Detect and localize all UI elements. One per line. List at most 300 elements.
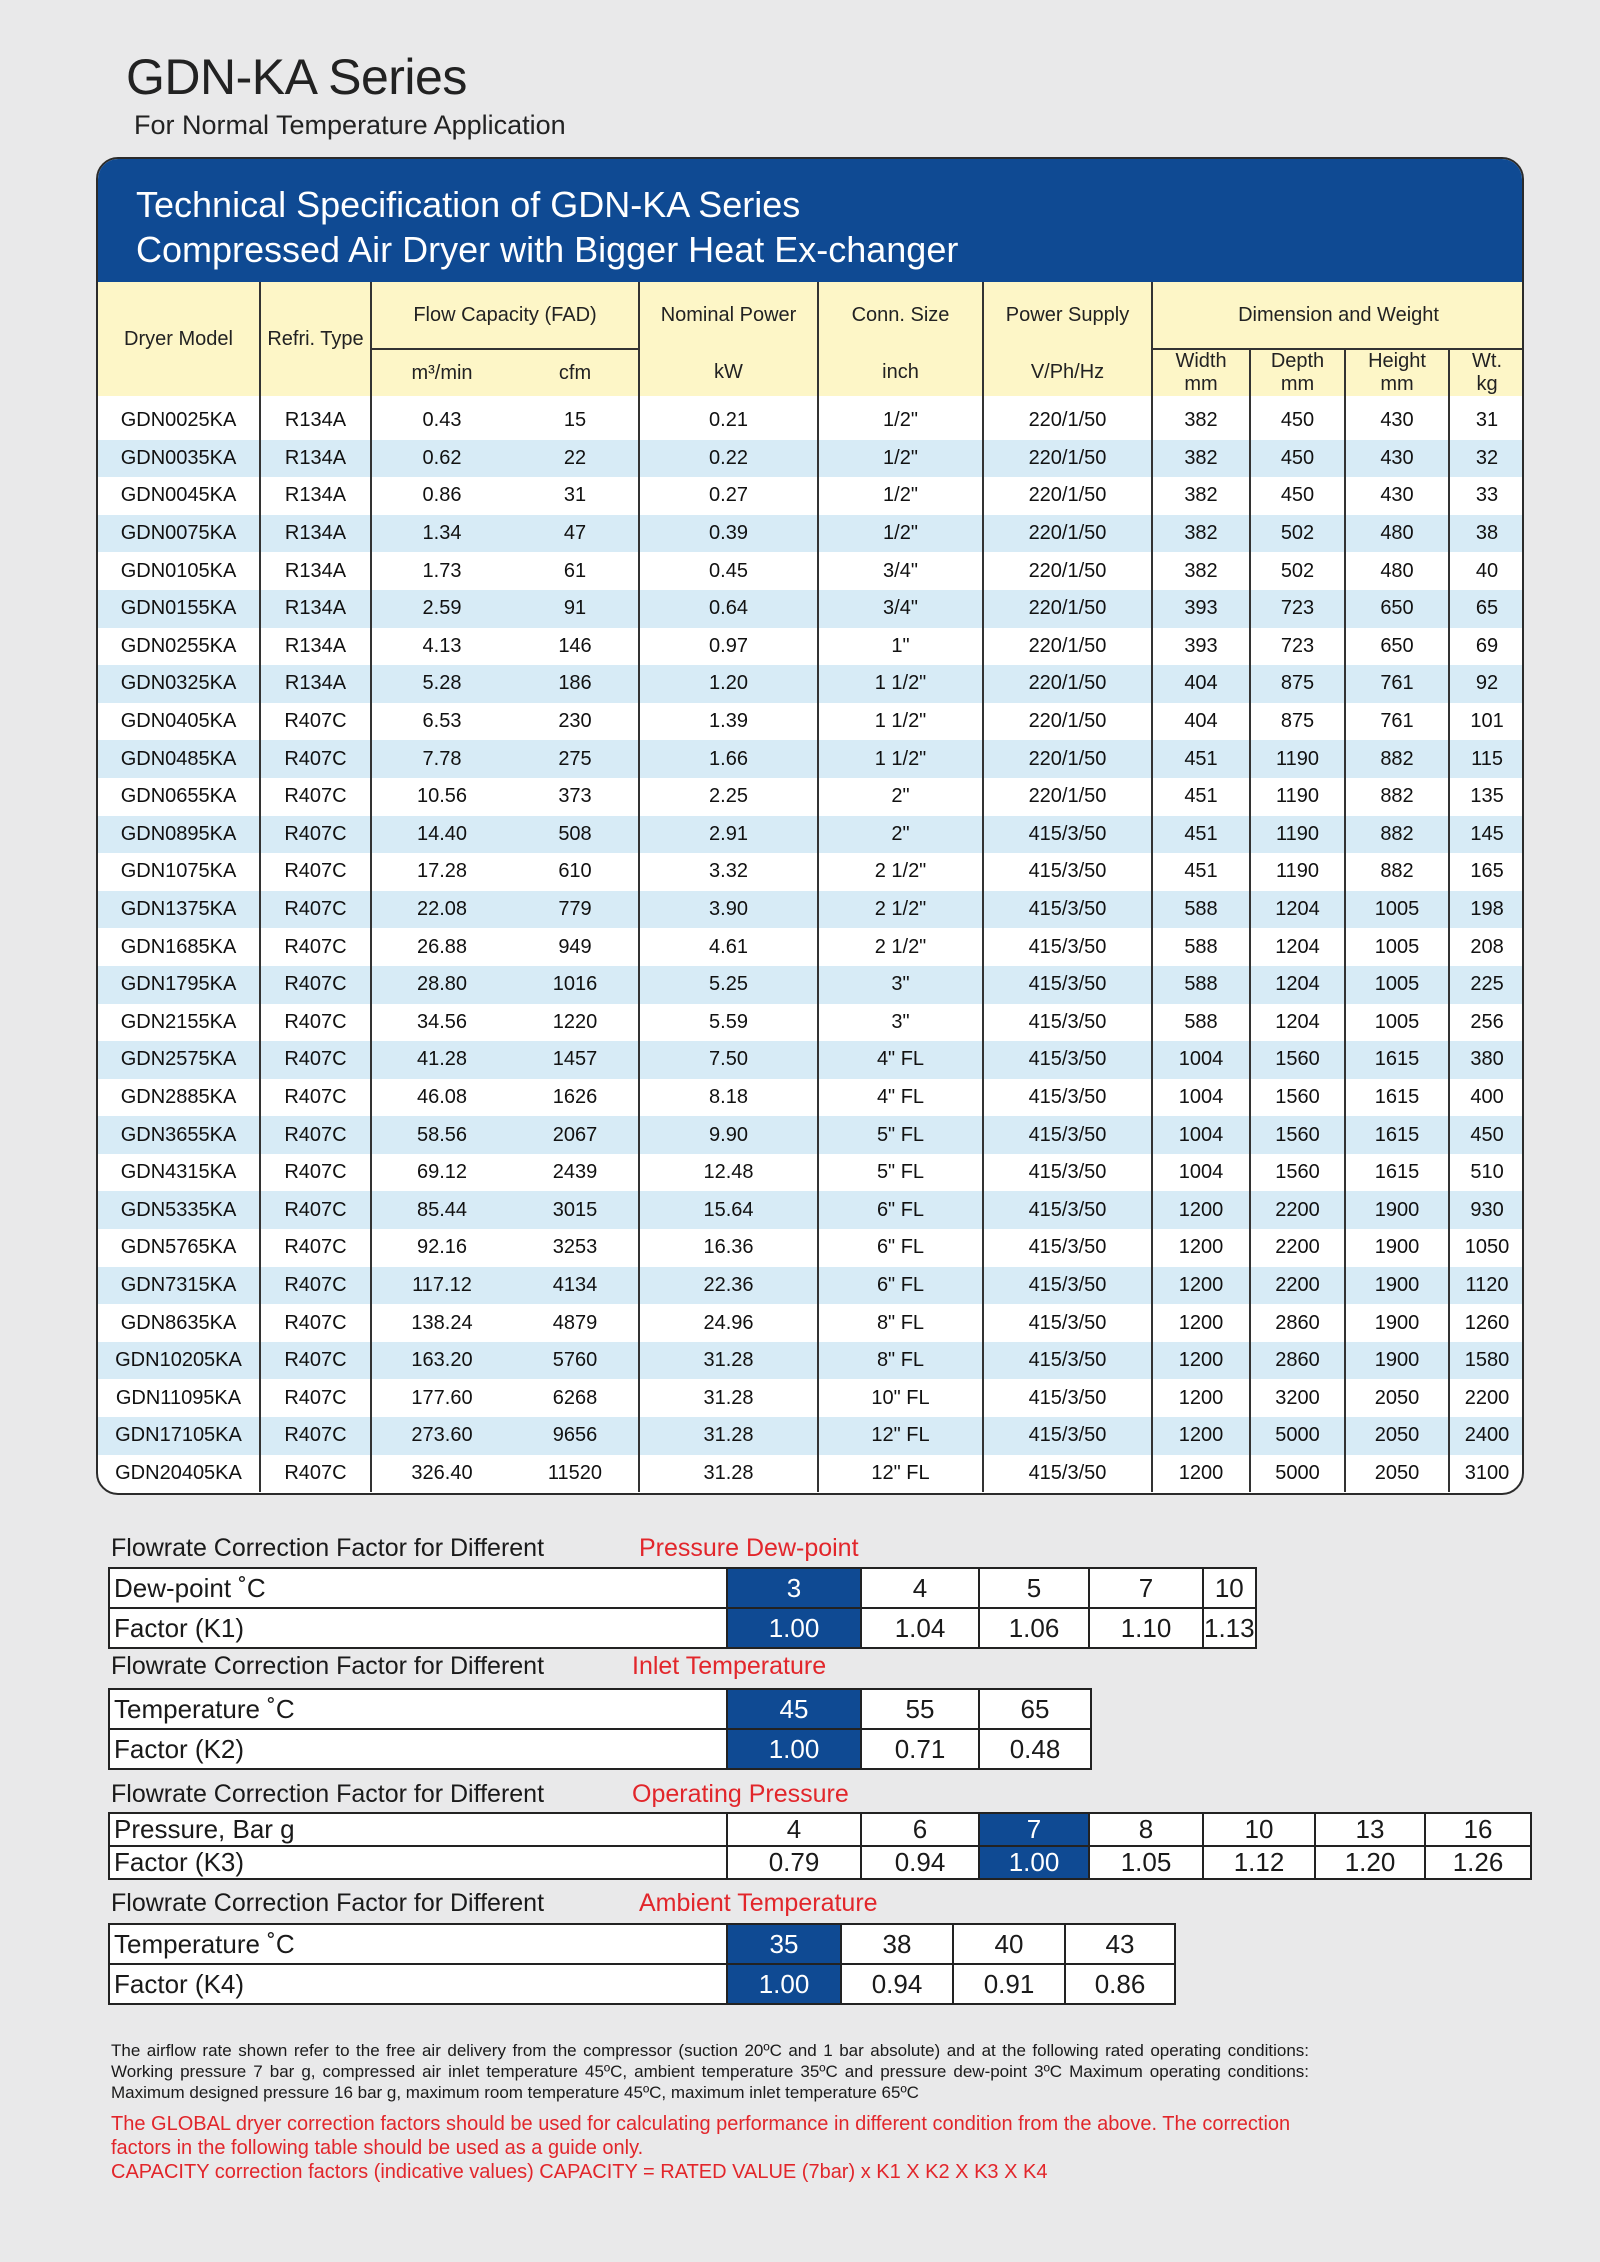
- cell-width: 1200: [1152, 1417, 1250, 1455]
- cell-flow-cfm: 275: [512, 740, 639, 778]
- cell-dryer-model: GDN0075KA: [98, 515, 260, 553]
- k2-row2-label: Factor (K2): [109, 1729, 727, 1769]
- cell-height: 761: [1345, 665, 1449, 703]
- cell-dryer-model: GDN4315KA: [120, 1161, 237, 1184]
- cell-flow-cfm: 3253: [552, 1236, 598, 1259]
- spec-row: [98, 1267, 1524, 1305]
- cell-weight: 225: [1449, 966, 1524, 1004]
- k1-value: 3: [727, 1568, 861, 1608]
- cell-flow-cfm: 146: [558, 634, 592, 657]
- cell-weight: 145: [1449, 816, 1524, 854]
- cell-power-supply: 415/3/50: [983, 891, 1152, 929]
- cell-depth: 450: [1250, 477, 1345, 515]
- cell-flow-cfm: 610: [558, 860, 592, 883]
- cell-power-supply: 220/1/50: [983, 590, 1152, 628]
- cell-width: 393: [1152, 590, 1250, 628]
- cell-height: 2050: [1345, 1379, 1449, 1417]
- cell-flow-cfm: 186: [512, 665, 639, 703]
- spec-row: [98, 740, 1524, 778]
- cell-power-supply: 415/3/50: [983, 1079, 1152, 1117]
- cell-weight: 32: [1449, 440, 1524, 478]
- cell-power-supply: 220/1/50: [983, 778, 1152, 816]
- k4-value: 35: [727, 1924, 841, 1964]
- cell-refri-type: R134A: [260, 396, 371, 440]
- cell-conn-size: 1/2": [818, 515, 983, 553]
- cell-dryer-model: GDN17105KA: [98, 1417, 260, 1455]
- cell-refri-type: R134A: [260, 665, 371, 703]
- spec-table-body: [98, 396, 1524, 1492]
- k3-value: 8: [1089, 1813, 1203, 1846]
- cell-width: 1004: [1152, 1079, 1250, 1117]
- cell-dryer-model: GDN0655KA: [120, 785, 237, 808]
- cell-nominal-power: 3.32: [639, 853, 818, 891]
- cell-depth: 1190: [1250, 853, 1345, 891]
- cell-width: 382: [1152, 552, 1250, 590]
- k4-row1-label: Temperature ˚C: [109, 1924, 727, 1964]
- cell-height: 1900: [1345, 1342, 1449, 1380]
- cell-weight: 1580: [1449, 1342, 1524, 1380]
- k3-value: 6: [861, 1813, 979, 1846]
- cell-flow-cfm: 61: [563, 559, 587, 582]
- cell-power-supply: 415/3/50: [983, 1379, 1152, 1417]
- cell-conn-size: 3": [818, 1004, 983, 1042]
- spec-row: [98, 628, 1524, 666]
- k2-factor: 0.48: [979, 1729, 1091, 1769]
- cell-conn-size: 1 1/2": [818, 703, 983, 741]
- cell-flow-cfm: 230: [558, 710, 592, 733]
- cell-height: 1615: [1345, 1079, 1449, 1117]
- k2-value: 55: [861, 1689, 979, 1729]
- cell-refri-type: R407C: [260, 1116, 371, 1154]
- cell-flow-cfm: 508: [512, 816, 639, 854]
- cell-flow-m3-min: 92.16: [371, 1229, 512, 1267]
- cell-weight: 208: [1449, 928, 1524, 966]
- cell-weight: 135: [1449, 778, 1524, 816]
- cell-nominal-power: 22.36: [639, 1267, 818, 1305]
- cell-nominal-power: 2.91: [639, 816, 818, 854]
- cell-width: 393: [1152, 628, 1250, 666]
- cell-dryer-model: GDN0325KA: [98, 665, 260, 703]
- cell-width: 451: [1152, 816, 1250, 854]
- cell-flow-m3-min: 5.28: [371, 665, 512, 703]
- k3-value: 4: [727, 1813, 861, 1846]
- cell-depth: 3200: [1250, 1379, 1345, 1417]
- cell-nominal-power: 0.39: [639, 515, 818, 553]
- cell-nominal-power: 12.48: [639, 1154, 818, 1192]
- cell-depth: 5000: [1250, 1417, 1345, 1455]
- cell-nominal-power: 2.25: [639, 778, 818, 816]
- cell-refri-type: R407C: [260, 1379, 371, 1417]
- k3-value: 10: [1203, 1813, 1315, 1846]
- cell-power-supply: 220/1/50: [983, 740, 1152, 778]
- cell-power-supply: 220/1/50: [983, 440, 1152, 478]
- cell-flow-cfm: 15: [563, 409, 587, 432]
- cell-flow-m3-min: 46.08: [371, 1079, 512, 1117]
- spec-table: [98, 282, 1524, 1492]
- cell-conn-size: 2": [818, 778, 983, 816]
- spec-row: [98, 853, 1524, 891]
- cell-height: 1900: [1345, 1191, 1449, 1229]
- cell-depth: 875: [1250, 703, 1345, 741]
- cell-power-supply: 415/3/50: [983, 928, 1152, 966]
- cell-weight: 33: [1449, 477, 1524, 515]
- cell-flow-cfm: 22: [512, 440, 639, 478]
- cell-dryer-model: GDN2885KA: [120, 1085, 237, 1108]
- k4-value: 40: [953, 1924, 1065, 1964]
- cell-conn-size: 1 1/2": [818, 740, 983, 778]
- k3-factor: 1.26: [1425, 1846, 1531, 1879]
- k3-factor: 1.05: [1089, 1846, 1203, 1879]
- cell-refri-type: R407C: [260, 1041, 371, 1079]
- spec-row: [98, 1379, 1524, 1417]
- k1-value: 5: [979, 1568, 1089, 1608]
- k1-factor: 1.10: [1089, 1608, 1203, 1648]
- cell-depth: 723: [1250, 590, 1345, 628]
- cell-flow-m3-min: 117.12: [371, 1267, 512, 1305]
- cell-width: 1200: [1152, 1229, 1250, 1267]
- spec-panel: [96, 157, 1524, 1495]
- cell-nominal-power: 0.22: [639, 440, 818, 478]
- cell-power-supply: 220/1/50: [983, 628, 1152, 666]
- cell-weight: 450: [1449, 1116, 1524, 1154]
- spec-row: [98, 1304, 1524, 1342]
- cell-height: 1005: [1345, 891, 1449, 929]
- cell-power-supply: 220/1/50: [983, 396, 1152, 440]
- cell-dryer-model: GDN1795KA: [98, 966, 260, 1004]
- cell-power-supply: 415/3/50: [983, 1455, 1152, 1493]
- cell-dryer-model: GDN1685KA: [120, 935, 237, 958]
- cell-flow-cfm: 1016: [512, 966, 639, 1004]
- unit-kw: kW: [639, 349, 818, 396]
- cell-refri-type: R407C: [260, 1267, 371, 1305]
- spec-row: [98, 1229, 1524, 1267]
- cell-flow-m3-min: 4.13: [371, 628, 512, 666]
- cell-refri-type: R407C: [260, 1079, 371, 1117]
- k1-factor: 1.04: [861, 1608, 979, 1648]
- cell-conn-size: 10" FL: [818, 1379, 983, 1417]
- cell-refri-type: R407C: [260, 891, 371, 929]
- cell-nominal-power: 9.90: [639, 1116, 818, 1154]
- cell-depth: 1560: [1250, 1041, 1345, 1079]
- k4-title-red: Ambient Temperature: [639, 1889, 878, 1917]
- cell-depth: 1204: [1250, 928, 1345, 966]
- k1-title: Flowrate Correction Factor for Different Pressure Dew-point: [111, 1534, 859, 1562]
- cell-nominal-power: 1.39: [639, 703, 818, 741]
- k2-value: 45: [727, 1689, 861, 1729]
- spec-row: [98, 966, 1524, 1004]
- cell-width: 382: [1152, 440, 1250, 478]
- cell-flow-cfm: 3015: [512, 1191, 639, 1229]
- cell-dryer-model: GDN0045KA: [120, 484, 237, 507]
- cell-dryer-model: GDN0405KA: [120, 710, 237, 733]
- cell-flow-cfm: 11520: [547, 1461, 603, 1484]
- cell-height: 650: [1345, 590, 1449, 628]
- cell-width: 451: [1152, 853, 1250, 891]
- cell-flow-m3-min: 41.28: [371, 1041, 512, 1079]
- k3-factor: 0.94: [861, 1846, 979, 1879]
- cell-flow-cfm: 2067: [512, 1116, 639, 1154]
- cell-depth: 502: [1250, 515, 1345, 553]
- cell-height: 480: [1345, 552, 1449, 590]
- cell-refri-type: R134A: [260, 552, 371, 590]
- cell-weight: 101: [1449, 703, 1524, 741]
- cell-nominal-power: 0.27: [639, 477, 818, 515]
- k4-row2-label: Factor (K4): [109, 1964, 727, 2004]
- cell-depth: 2860: [1250, 1342, 1345, 1380]
- k1-row1-label: Dew-point ˚C: [109, 1568, 727, 1608]
- k3-title: Flowrate Correction Factor for Different Operating Pressure: [111, 1780, 849, 1808]
- cell-conn-size: 2 1/2": [818, 891, 983, 929]
- cell-power-supply: 220/1/50: [983, 515, 1152, 553]
- cell-width: 1004: [1152, 1041, 1250, 1079]
- cell-power-supply: 415/3/50: [983, 1041, 1152, 1079]
- cell-weight: 165: [1449, 853, 1524, 891]
- cell-power-supply: 220/1/50: [983, 477, 1152, 515]
- cell-flow-cfm: 2439: [552, 1161, 598, 1184]
- k1-title-red: Pressure Dew-point: [639, 1534, 859, 1562]
- cell-conn-size: 1/2": [818, 477, 983, 515]
- k1-value: 4: [861, 1568, 979, 1608]
- cell-flow-m3-min: 85.44: [371, 1191, 512, 1229]
- cell-nominal-power: 3.90: [639, 891, 818, 929]
- cell-width: 382: [1152, 515, 1250, 553]
- cell-nominal-power: 31.28: [639, 1342, 818, 1380]
- cell-weight: 930: [1449, 1191, 1524, 1229]
- cell-weight: 65: [1449, 590, 1524, 628]
- cell-power-supply: 415/3/50: [983, 1004, 1152, 1042]
- spec-row: [98, 440, 1524, 478]
- cell-conn-size: 6" FL: [818, 1229, 983, 1267]
- cell-nominal-power: 5.25: [639, 966, 818, 1004]
- cell-nominal-power: 8.18: [639, 1079, 818, 1117]
- cell-depth: 2860: [1250, 1304, 1345, 1342]
- cell-depth: 1560: [1250, 1154, 1345, 1192]
- cell-depth: 723: [1250, 628, 1345, 666]
- cell-height: 761: [1345, 703, 1449, 741]
- spec-row: [98, 1079, 1524, 1117]
- col-weight: Wt. kg: [1449, 349, 1524, 396]
- k4-table: [108, 1923, 1176, 2005]
- cell-power-supply: 415/3/50: [983, 1116, 1152, 1154]
- cell-power-supply: 220/1/50: [983, 665, 1152, 703]
- cell-flow-m3-min: 6.53: [371, 703, 512, 741]
- cell-height: 480: [1345, 515, 1449, 553]
- cell-weight: 40: [1449, 552, 1524, 590]
- spec-row: [98, 590, 1524, 628]
- unit-m3-min: m³/min: [371, 349, 512, 396]
- cell-flow-m3-min: 273.60: [371, 1417, 512, 1455]
- spec-row: [98, 891, 1524, 929]
- cell-flow-m3-min: 10.56: [371, 778, 512, 816]
- cell-height: 882: [1345, 778, 1449, 816]
- cell-depth: 1204: [1250, 966, 1345, 1004]
- cell-conn-size: 8" FL: [818, 1342, 983, 1380]
- cell-width: 1004: [1152, 1116, 1250, 1154]
- cell-refri-type: R134A: [260, 515, 371, 553]
- col-nominal-power: Nominal Power: [639, 282, 818, 349]
- cell-power-supply: 415/3/50: [983, 1342, 1152, 1380]
- cell-depth: 502: [1250, 552, 1345, 590]
- cell-refri-type: R407C: [260, 1004, 371, 1042]
- cell-width: 1200: [1152, 1379, 1250, 1417]
- cell-width: 588: [1152, 928, 1250, 966]
- spec-row: [98, 1154, 1524, 1192]
- k3-factor: 1.20: [1315, 1846, 1425, 1879]
- cell-flow-m3-min: 0.62: [371, 440, 512, 478]
- cell-height: 1005: [1345, 966, 1449, 1004]
- cell-depth: 1190: [1250, 816, 1345, 854]
- correction-note-line2: CAPACITY correction factors (indicative values) CAPACITY = RATED VALUE (7bar) x K1 X K2 X K3 X K4: [111, 2161, 1048, 2183]
- cell-flow-cfm: 91: [512, 590, 639, 628]
- cell-nominal-power: 31.28: [639, 1379, 818, 1417]
- k2-value: 65: [979, 1689, 1091, 1729]
- cell-refri-type: R407C: [260, 1191, 371, 1229]
- cell-height: 882: [1345, 816, 1449, 854]
- cell-depth: 450: [1250, 396, 1345, 440]
- cell-dryer-model: GDN20405KA: [115, 1461, 242, 1484]
- cell-dryer-model: GDN0255KA: [120, 634, 237, 657]
- cell-width: 1200: [1152, 1191, 1250, 1229]
- k1-factor: 1.13: [1203, 1608, 1256, 1648]
- col-height: Height mm: [1345, 349, 1449, 396]
- cell-height: 1900: [1345, 1304, 1449, 1342]
- cell-nominal-power: 1.20: [639, 665, 818, 703]
- k2-table: [108, 1688, 1092, 1770]
- cell-conn-size: 1/2": [818, 396, 983, 440]
- cell-dryer-model: GDN1375KA: [98, 891, 260, 929]
- cell-nominal-power: 31.28: [639, 1455, 818, 1493]
- cell-width: 1200: [1152, 1304, 1250, 1342]
- cell-flow-m3-min: 17.28: [371, 853, 512, 891]
- cell-weight: 2200: [1449, 1379, 1524, 1417]
- cell-weight: 400: [1449, 1079, 1524, 1117]
- cell-refri-type: R134A: [260, 590, 371, 628]
- cell-height: 1900: [1345, 1267, 1449, 1305]
- cell-refri-type: R407C: [260, 778, 371, 816]
- cell-refri-type: R407C: [260, 1154, 371, 1192]
- cell-nominal-power: 1.66: [639, 740, 818, 778]
- cell-refri-type: R407C: [260, 816, 371, 854]
- cell-dryer-model: GDN5335KA: [98, 1191, 260, 1229]
- cell-power-supply: 415/3/50: [983, 816, 1152, 854]
- k1-factor: 1.06: [979, 1608, 1089, 1648]
- cell-dryer-model: GDN0105KA: [120, 559, 237, 582]
- cell-flow-m3-min: 34.56: [371, 1004, 512, 1042]
- cell-depth: 2200: [1250, 1229, 1345, 1267]
- cell-dryer-model: GDN2155KA: [120, 1010, 237, 1033]
- cell-height: 650: [1345, 628, 1449, 666]
- cell-weight: 69: [1449, 628, 1524, 666]
- cell-power-supply: 415/3/50: [983, 1304, 1152, 1342]
- k1-factor: 1.00: [727, 1608, 861, 1648]
- cell-conn-size: 5" FL: [818, 1116, 983, 1154]
- spec-row: [98, 928, 1524, 966]
- cell-nominal-power: 4.61: [639, 928, 818, 966]
- cell-weight: 380: [1449, 1041, 1524, 1079]
- spec-title-line2: Compressed Air Dryer with Bigger Heat Ex-changer: [136, 229, 959, 270]
- cell-dryer-model: GDN10205KA: [98, 1342, 260, 1380]
- unit-vphhz: V/Ph/Hz: [983, 349, 1152, 396]
- k1-value: 7: [1089, 1568, 1203, 1608]
- spec-row: [98, 1455, 1524, 1493]
- spec-row: [98, 477, 1524, 515]
- cell-flow-m3-min: 0.43: [371, 396, 512, 440]
- cell-height: 1615: [1345, 1041, 1449, 1079]
- cell-conn-size: 6" FL: [818, 1191, 983, 1229]
- cell-conn-size: 12" FL: [818, 1417, 983, 1455]
- spec-row: [98, 778, 1524, 816]
- cell-conn-size: 1/2": [818, 440, 983, 478]
- cell-nominal-power: 24.96: [639, 1304, 818, 1342]
- cell-flow-cfm: 4134: [512, 1267, 639, 1305]
- cell-depth: 1560: [1250, 1116, 1345, 1154]
- cell-width: 1200: [1152, 1455, 1250, 1493]
- cell-weight: 3100: [1449, 1455, 1524, 1493]
- k3-table: [108, 1812, 1532, 1880]
- cell-conn-size: 4" FL: [818, 1041, 983, 1079]
- cell-weight: 31: [1449, 396, 1524, 440]
- unit-cfm: cfm: [512, 349, 639, 396]
- correction-note: [111, 2112, 1311, 2184]
- cell-nominal-power: 0.97: [639, 628, 818, 666]
- cell-refri-type: R134A: [260, 440, 371, 478]
- k2-title: Flowrate Correction Factor for Different Inlet Temperature: [111, 1652, 827, 1680]
- cell-nominal-power: 16.36: [639, 1229, 818, 1267]
- cell-height: 430: [1345, 477, 1449, 515]
- cell-conn-size: 8" FL: [818, 1304, 983, 1342]
- cell-weight: 1260: [1449, 1304, 1524, 1342]
- cell-height: 1615: [1345, 1116, 1449, 1154]
- cell-depth: 1190: [1250, 740, 1345, 778]
- cell-height: 2050: [1345, 1417, 1449, 1455]
- cell-height: 430: [1345, 440, 1449, 478]
- cell-depth: 450: [1250, 440, 1345, 478]
- cell-conn-size: 3": [818, 966, 983, 1004]
- cell-flow-cfm: 9656: [512, 1417, 639, 1455]
- cell-width: 404: [1152, 703, 1250, 741]
- spec-row: [98, 665, 1524, 703]
- cell-dryer-model: GDN0155KA: [98, 590, 260, 628]
- cell-dryer-model: GDN7315KA: [98, 1267, 260, 1305]
- cell-refri-type: R407C: [260, 1342, 371, 1380]
- cell-power-supply: 415/3/50: [983, 1191, 1152, 1229]
- cell-width: 451: [1152, 778, 1250, 816]
- cell-depth: 1204: [1250, 891, 1345, 929]
- k3-factor: 0.79: [727, 1846, 861, 1879]
- cell-refri-type: R407C: [260, 1304, 371, 1342]
- cell-nominal-power: 5.59: [639, 1004, 818, 1042]
- cell-flow-cfm: 779: [512, 891, 639, 929]
- cell-flow-cfm: 1457: [512, 1041, 639, 1079]
- cell-weight: 115: [1449, 740, 1524, 778]
- series-title: GDN-KA Series: [126, 49, 467, 105]
- cell-flow-m3-min: 1.73: [371, 552, 512, 590]
- spec-row: [98, 396, 1524, 440]
- cell-power-supply: 220/1/50: [983, 552, 1152, 590]
- cell-height: 882: [1345, 740, 1449, 778]
- cell-weight: 510: [1449, 1154, 1524, 1192]
- cell-dryer-model: GDN2575KA: [98, 1041, 260, 1079]
- k4-factor: 0.86: [1065, 1964, 1175, 2004]
- k3-title-red: Operating Pressure: [632, 1780, 849, 1808]
- k4-value: 38: [841, 1924, 953, 1964]
- cell-width: 1200: [1152, 1267, 1250, 1305]
- cell-flow-m3-min: 58.56: [371, 1116, 512, 1154]
- cell-depth: 5000: [1250, 1455, 1345, 1493]
- cell-height: 1005: [1345, 1004, 1449, 1042]
- spec-row: [98, 552, 1524, 590]
- cell-height: 1005: [1345, 928, 1449, 966]
